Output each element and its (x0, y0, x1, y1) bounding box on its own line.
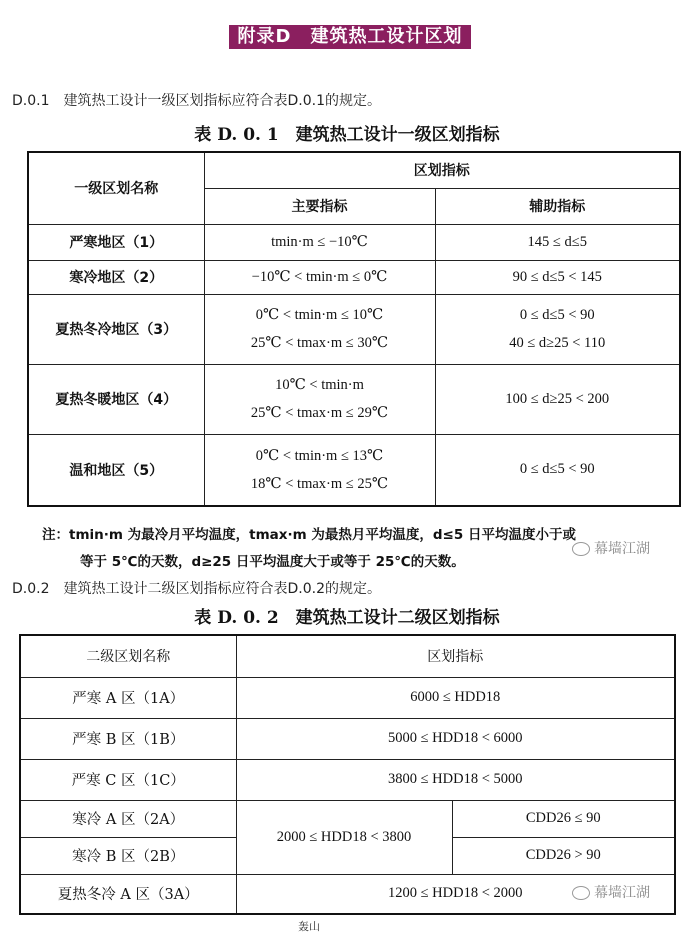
zone-index: 5000 ≤ HDD18 < 6000 (236, 718, 675, 759)
zone-name: 严寒 C 区（1C） (20, 759, 236, 800)
zone-name: 夏热冬冷 A 区（3A） (20, 874, 236, 914)
header-level2-name: 二级区划名称 (20, 635, 236, 677)
table-d01 (27, 151, 681, 507)
table1-note-line1: 注：tmin·m 为最冷月平均温度，tmax·m 为最热月平均温度，d≤5 日平均温度小于或 (42, 527, 576, 543)
aux-index: 145 ≤ d≤5 (435, 224, 680, 260)
zone-name: 严寒 A 区（1A） (20, 677, 236, 718)
table-row (20, 800, 675, 837)
zone-name: 寒冷 B 区（2B） (20, 837, 236, 874)
table-row (28, 434, 680, 506)
main-index: 0℃ < tmin·m ≤ 13℃ 18℃ < tmax·m ≤ 25℃ (204, 434, 435, 506)
table-row (28, 364, 680, 434)
zone-name: 严寒 B 区（1B） (20, 718, 236, 759)
zone-name: 寒冷 A 区（2A） (20, 800, 236, 837)
table-row (28, 260, 680, 294)
aux-index: 0 ≤ d≤5 < 90 40 ≤ d≥25 < 110 (435, 294, 680, 364)
wechat-icon (572, 542, 590, 556)
table-row (28, 294, 680, 364)
table2-caption: 表 D. 0. 2 建筑热工设计二级区划指标 (194, 608, 500, 628)
clause-d02: D.0.2 建筑热工设计二级区划指标应符合表D.0.2的规定。 (12, 581, 381, 597)
table-row (20, 759, 675, 800)
table-d02 (19, 634, 676, 915)
appendix-title: 附录D 建筑热工设计区划 (229, 25, 471, 49)
watermark-bottom: 幕墙江湖 (572, 882, 650, 902)
zone-name: 温和地区（5） (28, 434, 204, 506)
main-index: 0℃ < tmin·m ≤ 10℃ 25℃ < tmax·m ≤ 30℃ (204, 294, 435, 364)
header-main: 主要指标 (204, 188, 435, 224)
aux-index: 90 ≤ d≤5 < 145 (435, 260, 680, 294)
header-index: 区划指标 (204, 152, 680, 188)
header-index: 区划指标 (236, 635, 675, 677)
table1-note-line2: 等于 5℃的天数，d≥25 日平均温度大于或等于 25℃的天数。 (80, 554, 465, 570)
table-row (20, 677, 675, 718)
main-index: tmin·m ≤ −10℃ (204, 224, 435, 260)
zone-name: 寒冷地区（2） (28, 260, 204, 294)
header-aux: 辅助指标 (435, 188, 680, 224)
zone-index: CDD26 > 90 (452, 837, 675, 874)
zone-index: 1200 ≤ HDD18 < 2000 (236, 874, 675, 914)
watermark-top: 幕墙江湖 (572, 538, 650, 558)
zone-index: 6000 ≤ HDD18 (236, 677, 675, 718)
header-level1-name: 一级区划名称 (28, 152, 204, 224)
zone-name: 夏热冬冷地区（3） (28, 294, 204, 364)
clause-d01: D.0.1 建筑热工设计一级区划指标应符合表D.0.1的规定。 (12, 93, 381, 109)
table-row (28, 224, 680, 260)
main-index: −10℃ < tmin·m ≤ 0℃ (204, 260, 435, 294)
aux-index: 100 ≤ d≥25 < 200 (435, 364, 680, 434)
aux-index: 0 ≤ d≤5 < 90 (435, 434, 680, 506)
zone-index: CDD26 ≤ 90 (452, 800, 675, 837)
cold-shared-index: 2000 ≤ HDD18 < 3800 (236, 800, 452, 874)
wechat-icon (572, 886, 590, 900)
zone-name: 严寒地区（1） (28, 224, 204, 260)
zone-index: 3800 ≤ HDD18 < 5000 (236, 759, 675, 800)
cutoff-text: 轰山 (298, 921, 320, 933)
zone-name: 夏热冬暖地区（4） (28, 364, 204, 434)
table-row (20, 718, 675, 759)
main-index: 10℃ < tmin·m 25℃ < tmax·m ≤ 29℃ (204, 364, 435, 434)
table1-caption: 表 D. 0. 1 建筑热工设计一级区划指标 (194, 125, 500, 145)
